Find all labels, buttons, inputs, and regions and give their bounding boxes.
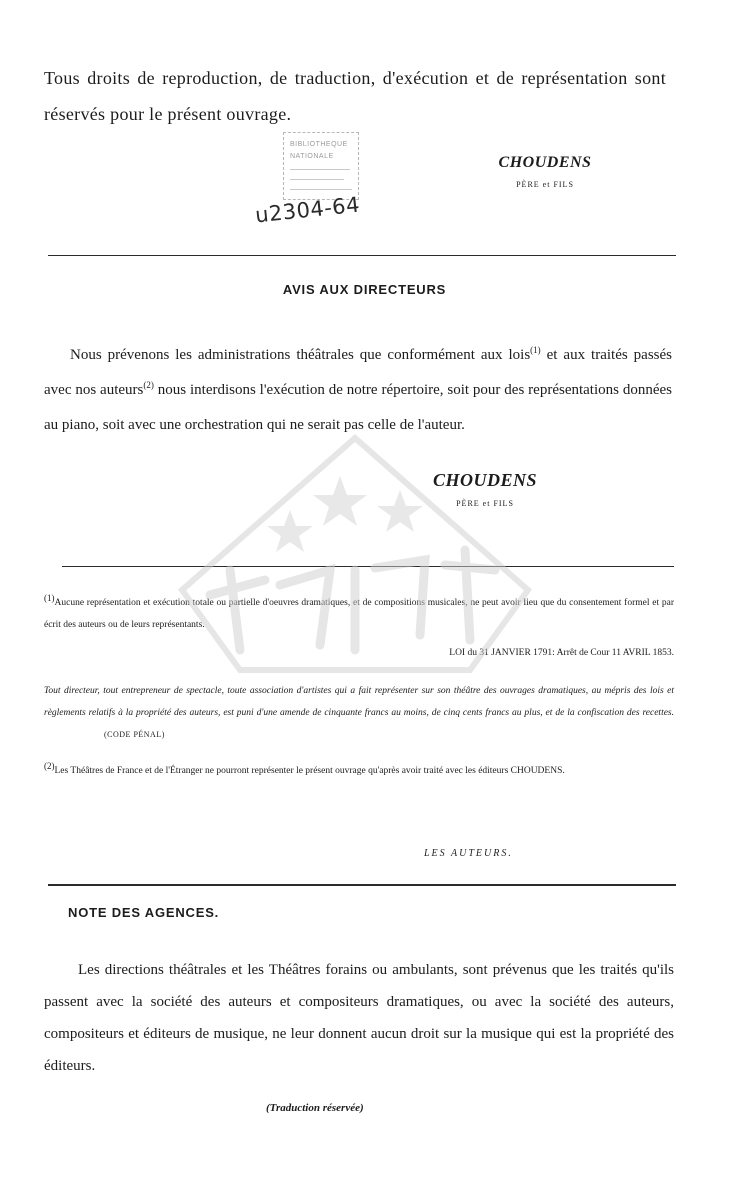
avis-text-a: Nous prévenons les administrations théâtrales que conformément aux lois bbox=[70, 347, 531, 363]
agences-paragraph: Les directions théâtrales et les Théâtres forains ou ambulants, sont prévenus que les traités qu'ils passent avec la société des auteurs et compositeurs dramatiques, ou avec la société des auteurs, compositeurs et éditeurs de musique, ne leur donnent aucun droit sur la musique qui est la propriété des éditeurs. bbox=[44, 962, 674, 1074]
translation-reserved: (Traduction réservée) bbox=[266, 1102, 364, 1114]
footnote-1 bbox=[44, 592, 674, 636]
agences-title: NOTE DES AGENCES. bbox=[68, 905, 220, 920]
publisher-subtitle: PÈRE et FILS bbox=[516, 180, 574, 189]
avis-signature: CHOUDENS bbox=[432, 470, 538, 490]
code-penal-ref: (CODE PÉNAL) bbox=[104, 730, 165, 739]
avis-text-b: et aux traités passés avec nos auteurs bbox=[44, 347, 672, 398]
stamp-rule bbox=[290, 189, 352, 190]
footnote-2 bbox=[44, 760, 674, 782]
handwritten-call-number: u2304-64 bbox=[254, 192, 362, 228]
rights-notice: Tous droits de reproduction, de traduction, d'exécution et de représentation sont réservés pour le présent ouvrage. bbox=[44, 68, 666, 124]
avis-paragraph bbox=[44, 338, 672, 443]
authors-signoff: LES AUTEURS. bbox=[424, 848, 513, 859]
library-stamp bbox=[255, 132, 365, 232]
law-reference: LOI du 31 JANVIER 1791: Arrêt de Cour 11 AVRIL 1853. bbox=[449, 648, 674, 658]
divider-rule bbox=[48, 255, 676, 256]
footnote-ref-2: (2) bbox=[143, 380, 154, 390]
stamp-box bbox=[283, 132, 359, 200]
avis-title: AVIS AUX DIRECTEURS bbox=[282, 282, 447, 297]
penal-code-note bbox=[44, 680, 674, 746]
divider-rule bbox=[62, 566, 674, 567]
watermark-stars bbox=[267, 476, 423, 552]
agences-body bbox=[44, 954, 674, 1082]
publisher-block bbox=[470, 154, 620, 189]
stamp-line-2: NATIONALE bbox=[290, 153, 334, 160]
penal-code-text: Tout directeur, tout entrepreneur de spectacle, toute association d'artistes qui a fait représenter sur son théâtre des ouvrages dramatiques, au mépris des lois et règlements relatifs à la propriété des auteurs, est puni d'une amende de cinquante francs au moins, de cinq cents francs au plus, et de la confiscation des recettes. bbox=[44, 686, 674, 718]
footnote-1-marker: (1) bbox=[44, 592, 55, 603]
stamp-line-1: BIBLIOTHEQUE bbox=[290, 141, 348, 148]
footnote-2-text: Les Théâtres de France et de l'Étranger ne pourront représenter le présent ouvrage qu'après avoir traité avec les éditeurs CHOUDENS. bbox=[54, 766, 565, 776]
stamp-rule bbox=[290, 179, 344, 180]
footnote-2-marker: (2) bbox=[44, 760, 55, 771]
stamp-rule bbox=[290, 169, 350, 170]
footnote-1-text: Aucune représentation et exécution totale ou partielle d'oeuvres dramatiques, et de compositions musicales, ne peut avoir lieu que du consentement formel et par écrit des auteurs ou de leurs représentants. bbox=[44, 598, 674, 630]
divider-rule bbox=[48, 884, 676, 886]
publisher-name: CHOUDENS bbox=[498, 154, 592, 171]
footnotes-section bbox=[44, 592, 674, 782]
avis-body bbox=[44, 338, 672, 443]
avis-signature-block bbox=[410, 470, 560, 508]
avis-text-c: nous interdisons l'exécution de notre répertoire, soit pour des représentations données au piano, soit avec une orchestration qui ne serait pas celle de l'auteur. bbox=[44, 382, 672, 433]
footnote-ref-1: (1) bbox=[530, 345, 541, 355]
avis-signature-subtitle: PÈRE et FILS bbox=[456, 499, 514, 508]
